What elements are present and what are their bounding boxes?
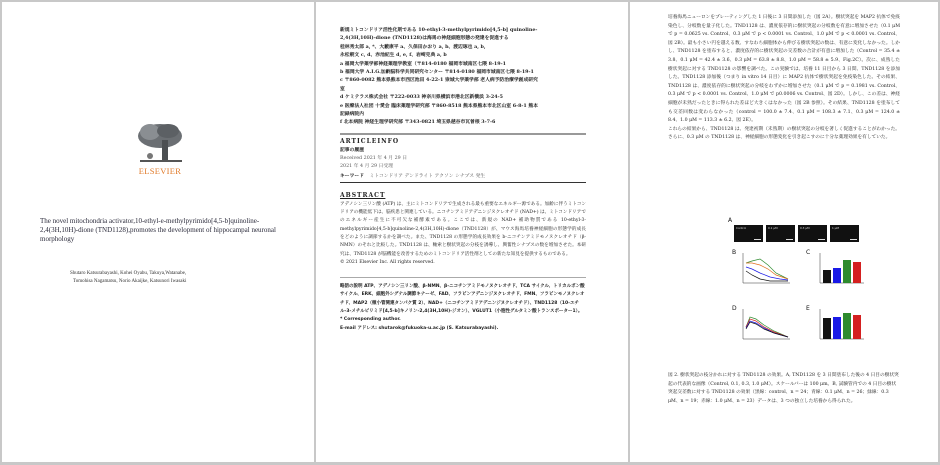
title-line: 2,4(3H,10H)-dione (TND1128)は海馬の神経細胞形態の発達を促進する bbox=[340, 35, 509, 42]
history-label: 記事の履歴 bbox=[340, 147, 364, 154]
paragraph: 培養海馬ニューロンをプレーティングした 1 日後に 3 日間添加した（図 2A）。樹状突起を MAP2 抗体で免疫染色し、分岐数を量子化した。TND1128 は、濃度依存的に樹状突起の分岐数を有意に増加させた（0.1 μM で p = 0.0625 vs. Control、0.3 μM で p < 0.0001 vs. Control、1.0 μM で p < 0.0001 vs. Control、図 2B）。最も小さい円を越える数、すなわち細胞体から伸びる樹状突起の数は、有意に変化しなかった。しかし、TND1128 を塗布すると、濃度依存的に樹状突起の交差数の合計が有意に増加した（Control = 35.4 ± 3.8、0.1 μM = 42.4 ± 3.6、0.3 μM = 63.8 ± 8.8、1.0 μM = 58.8 ± 5.9、Fig.2C）。次に、成熟した樹状突起に対する TND1128 の影響を調べた。この実験では、培養 11 日目から 3 日間、TND1128 を添加した。TND1128 添加後（つまり in vitro 14 日目）に MAP2 抗体で樹状突起を免疫染色した。その結果、TND1128 は、濃度依存的に樹状突起の分岐をわずかに増加させた（0.1 μM で p = 0.1981 vs. Control、0.3 μM で p < 0.0001 vs. Control、1.0 μM で p0.0006 vs. Control、図 2D）。しかし、この差は、神経細胞が未熟だったときに得られた差ほど大きくはなかった（図 2B 参照）。その結果、TND1128 を塗布しても交差回数は変わらなかった（control = 100.0 ± 7.4、0.1 μM = 108.3 ± 7.1、0.3 μM = 124.0 ± 8.4、1.0 μM = 113.3 ± 6.2、図 2E）。 bbox=[668, 15, 900, 124]
article-title-jp bbox=[340, 26, 586, 43]
scale-bar bbox=[850, 239, 857, 240]
paragraph: これらの結果から、TND1128 は、発達初期（未熟期）の樹状突起の分岐を著しく促進することがわかった。さらに、0.3 μM の TND1128 は、神経細胞の形態変化を引き起こすのに十分な薬理効果を有していた。 bbox=[668, 126, 900, 141]
keywords-row bbox=[340, 172, 586, 181]
copyright: © 2021 Elsevier Inc. All rights reserved. bbox=[340, 259, 435, 265]
page-2-front-matter bbox=[316, 2, 628, 462]
authors-line: 桂林秀太郎 a, *、大藪康平 a、久保田かおり a, b、渡辺琢也 a, b, bbox=[340, 43, 486, 50]
micrograph-label: 0.1 μM bbox=[768, 226, 778, 230]
micrograph-control bbox=[734, 225, 763, 242]
author-list-en bbox=[70, 270, 270, 286]
micrograph-label: 0.3 μM bbox=[800, 226, 810, 230]
email-line[interactable]: E-mail アドレス: shutarok@fukuoka-u.ac.jp (S. Katsurabayashi). bbox=[340, 325, 499, 331]
affiliation: a 福岡大学薬学部神経薬理学教室（〒814-0180 福岡市城南区七隈 8-19-1 bbox=[340, 60, 506, 67]
title-line: 新規ミトコンドリア活性化剤である 10-ethyl-3-methylpyrimido[4,5-b] quinoline- bbox=[340, 27, 538, 33]
micrograph-0-3uM bbox=[798, 225, 827, 242]
panel-label: B bbox=[732, 249, 737, 256]
affiliation: b 福岡大学 A.I.G.加齢脳科学共同研究センター 〒814-0180 福岡市城南区七隈 8-19-1 bbox=[340, 69, 534, 76]
micrograph-0-1uM bbox=[766, 225, 795, 242]
bar-chart-c bbox=[816, 251, 866, 289]
author-list-jp bbox=[340, 43, 586, 60]
scale-bar bbox=[818, 239, 825, 240]
affiliations bbox=[340, 60, 586, 127]
publisher-logo bbox=[134, 122, 186, 176]
keywords-label: キーワード bbox=[340, 172, 364, 179]
scale-bar bbox=[786, 239, 793, 240]
authors-line: 永松朝文 c, d、赤池紀生 d, e, f、岩崎克典 a, b bbox=[340, 52, 447, 59]
affiliation: 記録病院内 bbox=[340, 111, 364, 118]
results-body bbox=[668, 14, 900, 143]
micrograph-1uM bbox=[830, 225, 859, 242]
figure-2 bbox=[728, 217, 868, 357]
abstract-heading: ABSTRACT bbox=[340, 192, 386, 200]
page-3-results bbox=[630, 2, 938, 462]
scale-bar bbox=[754, 239, 761, 240]
affiliation: f 北本病院 神経生理学研究部 〒343-0821 埼玉県越谷市瓦曽根 3-7-6 bbox=[340, 119, 496, 126]
authors-line: Shutaro Katsurabayashi, Kohei Oyabu, Takuya,Watanabe, bbox=[70, 271, 187, 276]
panel-label: D bbox=[732, 305, 737, 312]
corresponding-author: * Corresponding author. bbox=[340, 317, 401, 323]
micrograph-label: Control bbox=[736, 226, 747, 230]
abbreviations: 略語の説明 ATP、アデノシン三リン酸、β-NMN、β-ニコチンアミドモノヌクレオチド、TCA サイクル、トリカルボン酸サイクル、ERK、細胞外シグナル調節キナーゼ、FAD、フラビンアデニンジヌクレオチド、FMN、フラビンモノヌクレオチド、MAP2（微小管関連タンパク質 2）、NAD+（ニコチンアミドアデニンジヌクレオチド）、TND1128（10-エチル-3-メチルピリミド[4,5-b]キノリン-2,4(3H,10H)-ジオン）、VGLUT1（小胞性グルタミン酸トランスポーター1）。 bbox=[340, 284, 585, 315]
affiliation: e 医療法人社団 十愛会 臨床薬理学研究部 〒860-8518 熊本県熊本市北区山室 6-8-1 熊本 bbox=[340, 102, 539, 109]
elsevier-tree-icon bbox=[136, 122, 184, 164]
article-info-heading: ARTICLEINFO bbox=[340, 137, 400, 145]
panel-label: A bbox=[728, 217, 733, 224]
bar-chart-e bbox=[816, 307, 866, 345]
divider bbox=[340, 182, 586, 184]
article-title-en: The novel mitochondria activator,10-ethyl-e-methylpyrimido[4,5-b]quinoline-2,4(3H,10H)-dione (TND1128),promotes the development of hippocampal neuronal morphology bbox=[40, 217, 276, 244]
authors-line: Tomohisa Nagamatsu, Norio Akaijke, Katsunori Iwasaki bbox=[73, 279, 187, 284]
affiliation: 室 bbox=[340, 85, 345, 92]
sholl-line-chart-b bbox=[740, 251, 792, 289]
micrograph-label: 1 μM bbox=[832, 226, 839, 230]
page-1-cover bbox=[2, 2, 314, 462]
sholl-line-chart-d bbox=[740, 307, 792, 345]
accepted-date: 2021 年 4 月 29 日受理 bbox=[340, 164, 393, 170]
divider bbox=[340, 133, 586, 135]
received-date: Received 2021 年 4 月 29 日 bbox=[340, 155, 408, 161]
publisher-name: ELSEVIER bbox=[138, 166, 182, 176]
keywords-list: ミトコンドリア デンドライト アクソン シナプス 発生 bbox=[369, 173, 486, 179]
affiliation: c 〒860-0082 熊本県熊本市西区池田 4-22-1 崇城大学薬学部 老人病予防治療学創成研究 bbox=[340, 77, 538, 84]
panel-label: C bbox=[806, 249, 811, 256]
divider bbox=[340, 277, 586, 278]
panel-label: E bbox=[806, 305, 810, 312]
figure-caption: 図 2. 樹状突起の枝分かれに対する TND1128 の効果。A, TND1128 を 3 日間塗布した後の 4 日目の樹状突起の代表的な画像（Control, 0.1, 0.3, 1.0 μM）。スケールバーは 100 μm。B, 試験管内での 4 日目の樹状突起交差数に対する TND1128 の効果（黒線：control、n = 24；青線：0.1 μM、n = 26；緑線：0.3 μM、n = 19；赤線：1.0 μM、n = 23）データは、3 つの独立した培養から得られた。 bbox=[668, 373, 899, 404]
affiliation: d ケミテラス株式会社 〒222-0033 神奈川県横浜市港北区新横浜 3-24-5 bbox=[340, 94, 503, 101]
abstract-text: アデノシン三リン酸 (ATP) は、主にミトコンドリアで生成される最も重要なエネルギー源である。加齢に伴うミトコンドリアの機能低下は、脳疾患と関連している。ニコチンアミドアデニンジヌクレオチド (NAD+) は、ミトコンドリアでのエネルギー産生に不可欠な補酵素である。ここでは、新規の NAD+ 補助物質である 10-ethyl-3-methylpyrimido[4,5-b]quinoline-2,4(3H,10H)-dione（TND1128）が、マウス海馬培養神経細胞の形態学的成長をどのように調節するかを調べた。また、TND1128 の形態学的成長効果を b-ニコチンアミドモノヌクレオチド（β-NMN）のそれと比較した。TND1128 は、軸索と樹状突起の分枝を誘導し、興奮性シナプスの数を増加させた。本研究は、TND1128 が脳機能を改善するためのミトコンドリア活性剤としての新たな知見を提供するものである。 bbox=[340, 201, 586, 257]
